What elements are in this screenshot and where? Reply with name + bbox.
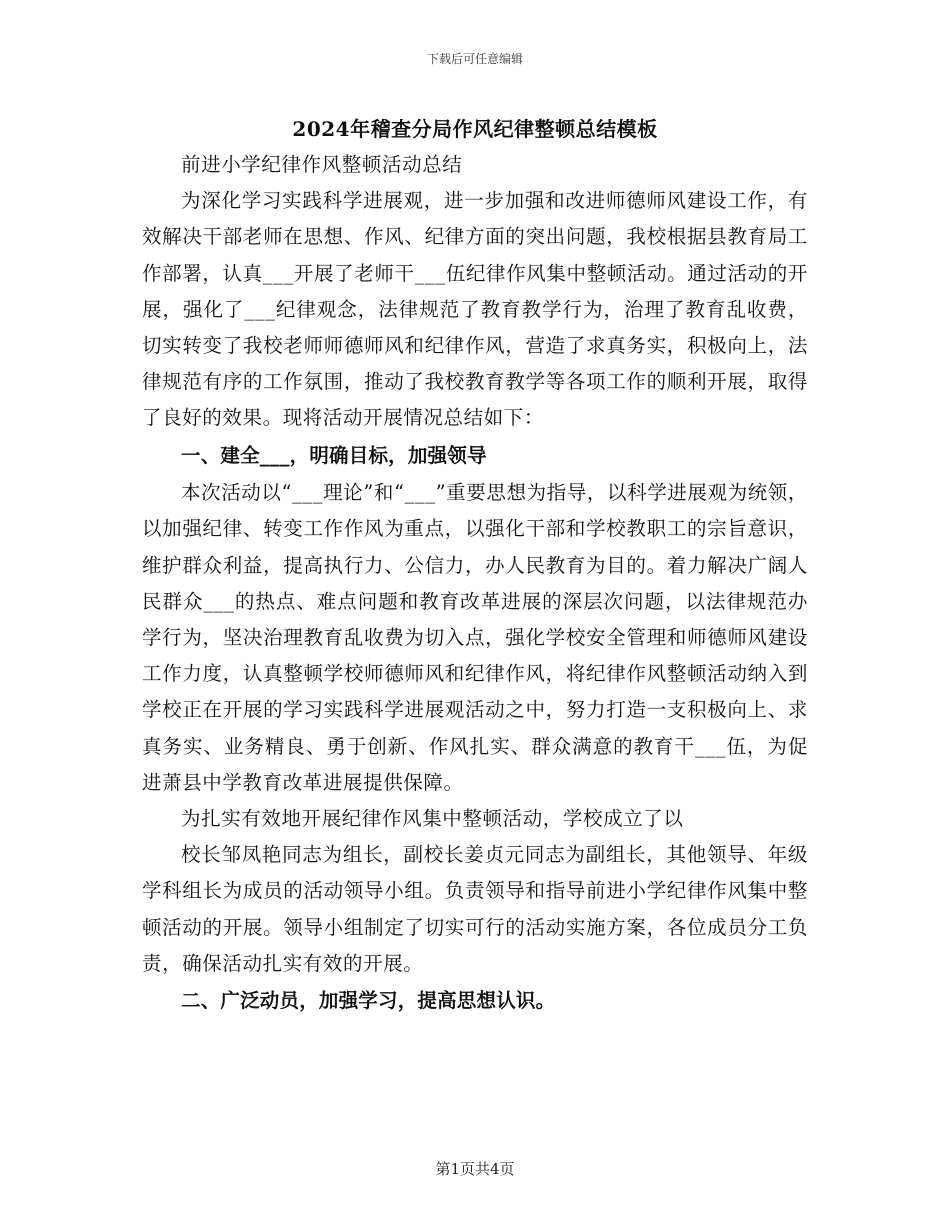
- organization-paragraph-lead: 为扎实有效地开展纪律作风集中整顿活动，学校成立了以: [181, 806, 684, 830]
- section-heading-2: 二、广泛动员，加强学习，提高思想认识。: [181, 988, 556, 1012]
- intro-paragraph: 为深化学习实践科学进展观，进一步加强和改进师德师风建设工作，有效解决干部老师在思想、作风、纪律方面的突出问题，我校根据县教育局工作部署，认真___开展了老师干___伍纪律作风集中整顿活动。通过活动的开展，强化了___纪律观念，法律规范了教育教学行为，治理了教育乱收费，切实转变了我校老师师德师风和纪律作风，营造了求真务实，积极向上，法律规范有序的工作氛围，推动了我校教育教学等各项工作的顺利开展，取得了良好的效果。现将活动开展情况总结如下：: [142, 189, 808, 430]
- section-heading-1: 一、建全___，明确目标，加强领导: [181, 443, 487, 467]
- header-note: 下载后可任意编辑: [426, 52, 523, 66]
- organization-paragraph: 校长邹凤艳同志为组长，副校长姜贞元同志为副组长，其他领导、年级学科组长为成员的活动领导小组。负责领导和指导前进小学纪律作风集中整顿活动的开展。领导小组制定了切实可行的活动实施方案，各位成员分工负责，确保活动扎实有效的开展。: [142, 843, 808, 975]
- subtitle-paragraph: 前进小学纪律作风整顿活动总结: [181, 153, 463, 176]
- section-1-paragraph: 本次活动以“___理论”和“___”重要思想为指导，以科学进展观为统领，以加强纪律、转变工作作风为重点，以强化干部和学校教职工的宗旨意识，维护群众利益，提高执行力、公信力，办人民教育为目的。着力解决广阔人民群众___的热点、难点问题和教育改革进展的深层次问题，以法律规范办学行为，坚决治理教育乱收费为切入点，强化学校安全管理和师德师风建设工作力度，认真整顿学校师德师风和纪律作风，将纪律作风整顿活动纳入到学校正在开展的学习实践科学进展观活动之中，努力打造一支积极向上、求真务实、业务精良、勇于创新、作风扎实、群众满意的教育干___伍，为促进萧县中学教育改革进展提供保障。: [142, 481, 808, 794]
- page-number: 第1页共4页: [435, 1160, 515, 1178]
- document-title: 2024年稽查分局作风纪律整顿总结模板: [292, 117, 658, 141]
- document-body: [142, 147, 808, 1020]
